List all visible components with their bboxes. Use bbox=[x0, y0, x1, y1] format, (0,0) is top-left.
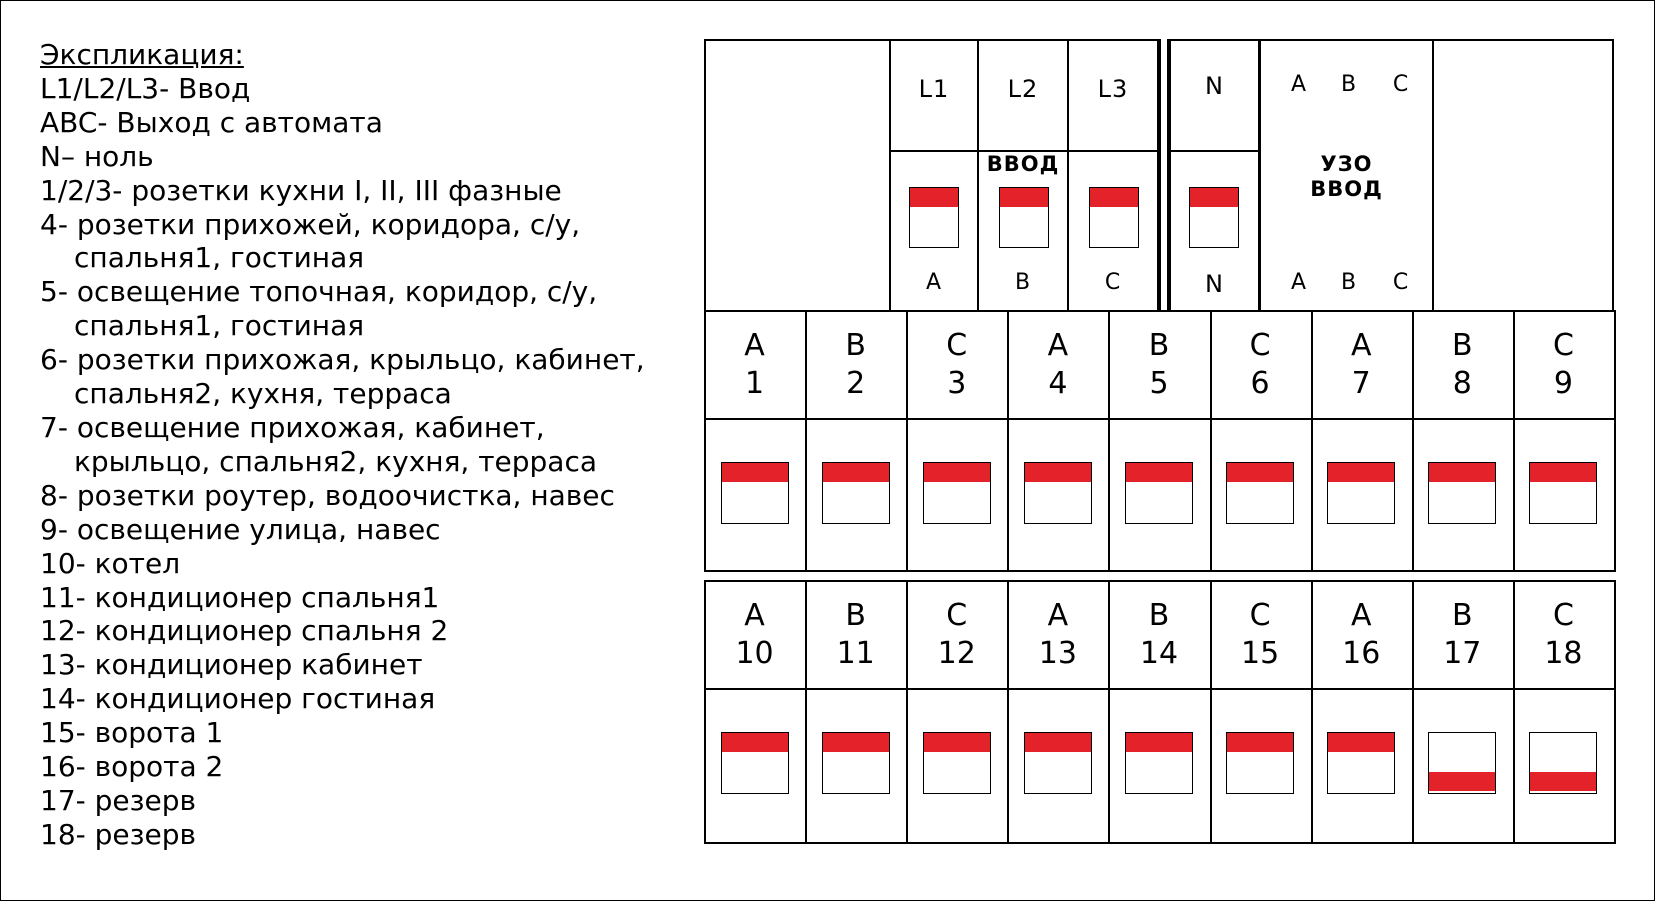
legend-line: 10- котел bbox=[40, 546, 181, 580]
legend-lines bbox=[40, 72, 680, 852]
breaker-label-cell bbox=[1007, 310, 1110, 420]
breaker-switch-7[interactable] bbox=[1327, 462, 1395, 524]
breaker-toggle bbox=[823, 463, 889, 482]
breaker-toggle bbox=[1025, 733, 1091, 752]
breaker-toggle bbox=[823, 733, 889, 752]
breaker-phase-label: A bbox=[1047, 598, 1069, 633]
legend-line: 7- освещение прихожая, кабинет, bbox=[40, 410, 545, 444]
breaker-label-cell bbox=[906, 310, 1009, 420]
breaker-phase-label: B bbox=[1452, 328, 1473, 363]
breaker-label-cell bbox=[1108, 580, 1211, 690]
breaker-number-label: 4 bbox=[1048, 366, 1068, 401]
breaker-label-cell bbox=[1513, 310, 1616, 420]
breaker-label-cell bbox=[1311, 310, 1414, 420]
rcd-top-b: B bbox=[1340, 72, 1358, 97]
breaker-number-label: 11 bbox=[836, 636, 875, 671]
breaker-phase-label: B bbox=[1148, 598, 1170, 633]
breaker-number-label: 7 bbox=[1351, 366, 1371, 401]
breaker-phase-label: B bbox=[1148, 328, 1170, 363]
breaker-switch-16[interactable] bbox=[1327, 732, 1395, 794]
breaker-toggle bbox=[1126, 733, 1192, 752]
breaker-switch-15[interactable] bbox=[1226, 732, 1294, 794]
input-switch-l2[interactable] bbox=[999, 187, 1049, 248]
breaker-toggle bbox=[1328, 733, 1394, 752]
legend-line: спальня2, кухня, терраса bbox=[74, 377, 452, 411]
breaker-number-label: 5 bbox=[1149, 366, 1169, 401]
breaker-number-label: 13 bbox=[1038, 636, 1077, 671]
breaker-phase-label: A bbox=[1047, 328, 1069, 363]
breaker-number-label: 1 bbox=[745, 366, 765, 401]
breaker-label-cell bbox=[704, 580, 807, 690]
breaker-number-label: 9 bbox=[1553, 366, 1573, 401]
breaker-phase-label: A bbox=[1350, 598, 1372, 633]
breaker-phase-label: A bbox=[744, 328, 765, 363]
legend-line: 8- розетки роутер, водоочистка, навес bbox=[40, 478, 615, 512]
breaker-label-cell bbox=[1513, 580, 1616, 690]
breaker-toggle bbox=[1429, 463, 1495, 482]
legend-line: 9- освещение улица, навес bbox=[40, 512, 441, 546]
breaker-number-label: 12 bbox=[937, 636, 976, 671]
rcd-top-c: C bbox=[1392, 72, 1410, 97]
input-switch-l3[interactable] bbox=[1089, 187, 1139, 248]
breaker-switch-1[interactable] bbox=[721, 462, 789, 524]
breaker-number-label: 10 bbox=[735, 636, 774, 671]
rcd-top-a: A bbox=[1290, 72, 1308, 97]
breaker-toggle bbox=[1227, 733, 1293, 752]
breaker-phase-label: C bbox=[946, 598, 968, 633]
breaker-toggle bbox=[1530, 772, 1596, 791]
neutral-switch[interactable] bbox=[1189, 187, 1239, 248]
breaker-toggle bbox=[1328, 463, 1394, 482]
breaker-label-cell bbox=[805, 580, 908, 690]
legend-line: L1/L2/L3- Ввод bbox=[40, 71, 251, 105]
breaker-toggle bbox=[924, 733, 990, 752]
breaker-label-cell bbox=[1311, 580, 1414, 690]
breaker-label-cell bbox=[1108, 310, 1211, 420]
breaker-phase-label: B bbox=[845, 598, 866, 633]
legend-line: 16- ворота 2 bbox=[40, 750, 224, 784]
breaker-switch-5[interactable] bbox=[1125, 462, 1193, 524]
breaker-switch-2[interactable] bbox=[822, 462, 890, 524]
rcd-bottom-b: B bbox=[1340, 270, 1358, 295]
breaker-number-label: 8 bbox=[1452, 366, 1472, 401]
breaker-switch-17[interactable] bbox=[1428, 732, 1496, 794]
legend-line: 11- кондиционер спальня1 bbox=[40, 580, 440, 614]
breaker-number-label: 14 bbox=[1139, 636, 1179, 671]
legend-line: 18- резерв bbox=[40, 817, 197, 851]
breaker-label-cell bbox=[906, 580, 1009, 690]
rcd-caption-1: УЗО bbox=[1320, 152, 1373, 176]
neutral-top-label: N bbox=[1205, 72, 1224, 100]
input-l1-label: L1 bbox=[918, 75, 950, 103]
breaker-number-label: 16 bbox=[1342, 636, 1381, 671]
breaker-toggle bbox=[1227, 463, 1293, 482]
header-separator bbox=[1159, 39, 1169, 312]
breaker-label-cell bbox=[1210, 310, 1313, 420]
breaker-switch-3[interactable] bbox=[923, 462, 991, 524]
breaker-number-label: 2 bbox=[846, 366, 866, 401]
breaker-toggle bbox=[1530, 463, 1596, 482]
breaker-phase-label: C bbox=[946, 328, 968, 363]
legend-line: 5- освещение топочная, коридор, с/у, bbox=[40, 275, 598, 309]
breaker-switch-11[interactable] bbox=[822, 732, 890, 794]
breaker-switch-8[interactable] bbox=[1428, 462, 1496, 524]
input-l2-label: L2 bbox=[1007, 75, 1039, 103]
breaker-switch-9[interactable] bbox=[1529, 462, 1597, 524]
breaker-switch-10[interactable] bbox=[721, 732, 789, 794]
legend-line: ABC- Выход с автомата bbox=[40, 105, 383, 139]
breaker-phase-label: C bbox=[1552, 598, 1574, 633]
breaker-switch-14[interactable] bbox=[1125, 732, 1193, 794]
breaker-label-cell bbox=[1007, 580, 1110, 690]
legend-line: 6- розетки прихожая, крыльцо, кабинет, bbox=[40, 343, 645, 377]
breaker-toggle bbox=[924, 463, 990, 482]
legend-title: Экспликация: bbox=[40, 38, 244, 71]
breaker-number-label: 18 bbox=[1544, 636, 1583, 671]
legend-line: 12- кондиционер спальня 2 bbox=[40, 614, 449, 648]
legend-line: спальня1, гостиная bbox=[74, 309, 365, 343]
legend-line: 1/2/3- розетки кухни I, II, III фазные bbox=[40, 173, 562, 207]
breaker-label-cell bbox=[704, 310, 807, 420]
breaker-phase-label: B bbox=[845, 328, 866, 363]
neutral-bottom-label: N bbox=[1205, 270, 1224, 298]
breaker-toggle bbox=[722, 733, 788, 752]
legend-line: 15- ворота 1 bbox=[40, 716, 224, 750]
breaker-label-cell bbox=[1412, 580, 1515, 690]
input-out-b-label: B bbox=[1014, 270, 1032, 295]
rcd-bottom-c: C bbox=[1392, 270, 1410, 295]
breaker-phase-label: C bbox=[1249, 598, 1271, 633]
legend-line: 13- кондиционер кабинет bbox=[40, 648, 423, 682]
legend bbox=[40, 38, 680, 852]
breaker-number-label: 17 bbox=[1443, 636, 1482, 671]
input-l3-label: L3 bbox=[1097, 75, 1129, 103]
breaker-phase-label: C bbox=[1249, 328, 1271, 363]
input-switch-l1[interactable] bbox=[909, 187, 959, 248]
legend-line: N– ноль bbox=[40, 139, 154, 173]
distribution-panel bbox=[704, 39, 1614, 857]
breaker-phase-label: A bbox=[1350, 328, 1372, 363]
input-caption: ВВОД bbox=[986, 152, 1060, 176]
rcd-caption-2: ВВОД bbox=[1310, 177, 1383, 201]
legend-line: крыльцо, спальня2, кухня, терраса bbox=[74, 444, 598, 478]
input-out-c-label: C bbox=[1104, 270, 1122, 295]
breaker-phase-label: B bbox=[1452, 598, 1473, 633]
breaker-number-label: 6 bbox=[1250, 366, 1270, 401]
breaker-label-cell bbox=[1210, 580, 1313, 690]
breaker-toggle bbox=[722, 463, 788, 482]
legend-line: 14- кондиционер гостиная bbox=[40, 682, 436, 716]
breaker-toggle bbox=[1429, 772, 1495, 791]
breaker-switch-6[interactable] bbox=[1226, 462, 1294, 524]
breaker-switch-12[interactable] bbox=[923, 732, 991, 794]
breaker-toggle bbox=[1025, 463, 1091, 482]
breaker-toggle bbox=[1126, 463, 1192, 482]
breaker-number-label: 15 bbox=[1241, 636, 1280, 671]
breaker-phase-label: A bbox=[744, 598, 765, 633]
input-out-a-label: A bbox=[925, 270, 943, 295]
legend-line: 4- розетки прихожей, коридора, с/у, bbox=[40, 207, 581, 241]
breaker-phase-label: C bbox=[1552, 328, 1574, 363]
rcd-bottom-a: A bbox=[1290, 270, 1308, 295]
breaker-switch-18[interactable] bbox=[1529, 732, 1597, 794]
breaker-number-label: 3 bbox=[947, 366, 967, 401]
breaker-switch-4[interactable] bbox=[1024, 462, 1092, 524]
legend-line: 17- резерв bbox=[40, 783, 197, 817]
breaker-label-cell bbox=[805, 310, 908, 420]
breaker-label-cell bbox=[1412, 310, 1515, 420]
legend-line: спальня1, гостиная bbox=[74, 241, 365, 275]
breaker-switch-13[interactable] bbox=[1024, 732, 1092, 794]
